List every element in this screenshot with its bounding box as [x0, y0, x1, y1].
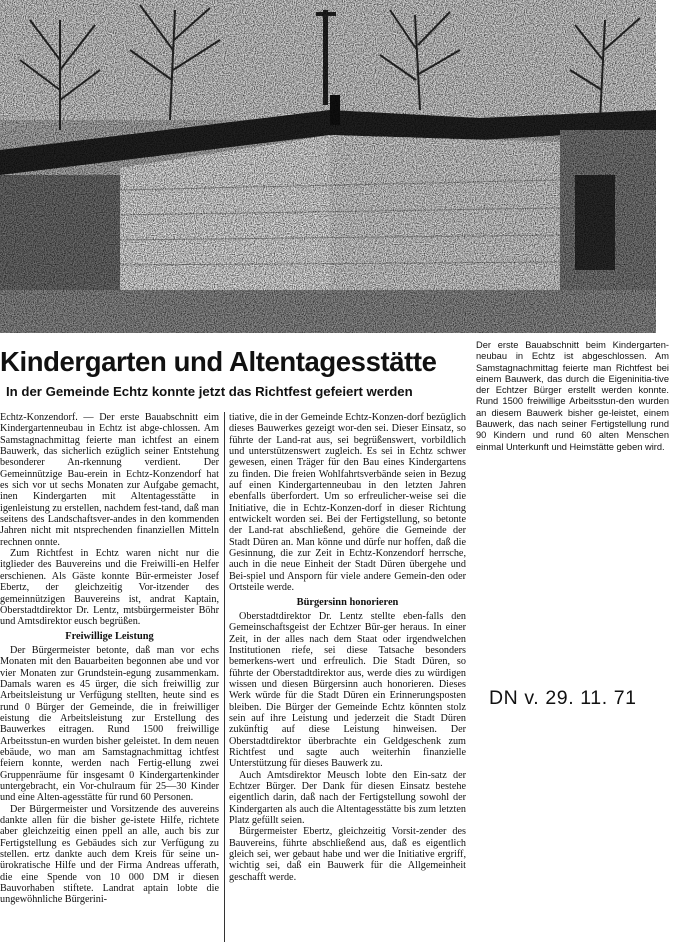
article-photo — [0, 0, 656, 333]
headline: Kindergarten und Altentagesstätte — [0, 346, 437, 377]
article-paragraph: Bürgermeister Ebertz, gleichzeitig Vorsit-zender des Bauvereins, führte abschließend aus, daß es eigentlich gleich sei, wer gebaut habe und wer die Initiative ergriff, wichtig sei, daß ein Bauwerk für die Allgemeinheit geschafft werde. — [229, 826, 466, 883]
column-divider — [224, 412, 225, 942]
source-date-stamp: DN v. 29. 11. 71 — [489, 687, 637, 709]
photo-caption: Der erste Bauabschnitt beim Kindergarten-neubau in Echtz ist abgeschlossen. Am Samstagnachmittag feierte man Richtfest bei einem Bauwerk, das durch die Eigeninitia-tive der Echtzer Bürger erstellt werden konnte. Rund 1500 freiwillige Arbeitsstun-den wurden an diesem Bauwerk bisher ge-leistet, einem Bauwerk, das nach seiner Fertigstellung rund 90 Kindern und rund 60 alten Menschen einmal Unterkunft und Heimstätte geben wird. — [476, 340, 669, 452]
subheadline: In der Gemeinde Echtz konnte jetzt das Richtfest gefeiert werden — [6, 384, 413, 399]
article-paragraph: tiative, die in der Gemeinde Echtz-Konzen-dorf bezüglich dieses Bauwerkes gezeigt wor-den sei. Dieser Einsatz, so führte der Land-rat aus, sei begrüßenswert, vorbildlich und unterstützenswert zugleich. Es sei in Echtz schwer gewesen, einen Träger für den Bau eines Kindergartens zu finden. Die freien Wohlfahrtsverbände seien in Bezug auf einen Kindergartenneubau in den letzten Jahren ebenfalls überfordert. Um so erfreulicher-weise sei die Initiative, die in Echtz-Konzen-dorf in dieser Richtung entwickelt worden sei. Bei der Fertigstellung, so betonte der Land-rat abschließend, gehöre die Gemeinde der Stadt Düren an. Man könne und dürfe nur hoffen, daß die Gesinnung, die zur Zeit in Echtz-Konzendorf herrsche, auch in die neue Einheit der Stadt Düren übergehe und Bei-spiel und Ansporn für viele andere Gemein-den oder Ortsteile werde. — [229, 412, 466, 594]
section-heading: Freiwillige Leistung — [65, 630, 154, 642]
article-column-1 — [0, 412, 219, 949]
article-paragraph: Auch Amtsdirektor Meusch lobte den Ein-satz der Echtzer Bürger. Der Dank für diesen Einsatz bestehe eigentlich darin, daß nach der Fertigstellung sowohl der Kindergarten als auch die Altentagesstätte bis zum letzten Platz gefüllt seien. — [229, 769, 466, 827]
article-column-2 — [229, 412, 466, 949]
article-paragraph: Der Bürgermeister betonte, daß man vor echs Monaten mit den Bauarbeiten begonnen abe und vor vier Monaten zur Grundstein-egung zusammenkam. Damals waren es 45 ürger, die sich freiwillig zur Arbeitsleistung ur Verfügung stellten, heute sind es rund 0 Bürger der Gemeinde, die in freiwilliger eistung die Arbeitsleistung zur Erstellung des Bauwerkes eitragen. Rund 1500 freiwillige Arbeitsstun-en wurden bisher geleistet. In dem neuen ebäude, wo man am Samstagnachmittag ichtfest feiern konnte, werden nach Fertig-ellung zwei Gruppenräume für insgesamt 0 Kindergartenkinder untergebracht, ein Vor-chulraum für 25—30 Kinder und eine Alten-agesstätte für rund 60 Personen. — [0, 644, 219, 804]
section-heading: Bürgersinn honorieren — [296, 596, 399, 608]
article-paragraph: Zum Richtfest in Echtz waren nicht nur die itglieder des Bauvereins und die Freiwilli-en Helfer erschienen. Als Gäste konnte Bür-ermeister Josef Ebertz, der gleichzeitig Vor-itzender des gemeinnützigen Bauvereins ist, andrat Kaptain, Oberstadtdirektor Dr. Lentz, mtsbürgermeister Böhr und Amtsdirektor eusch begrüßen. — [0, 548, 219, 628]
article-paragraph: Echtz-Konzendorf. — Der erste Bauabschnitt eim Kindergartenneubau in Echtz ist abge-chlossen. Am Samstagnachmittag feierte man ichtfest an einem Bauwerk, das sicherlich ezüglich seiner Entstehung besonderer An-rkennung verdient. Der Gemeinnützige Bau-erein in Echtz-Konzendorf hat es sich vor ut sechs Monaten zur Aufgabe gemacht, inen Kindergarten mit Altentagesstätte in igenleistung zu erstellen, nachdem fest-tand, daß man seitens des Landschaftsver-andes in den kommenden Jahren nicht mit ntsprechenden finanziellen Mitteln rechnen onnte. — [0, 412, 219, 548]
article-paragraph: Oberstadtdirektor Dr. Lentz stellte eben-falls den Gemeinschaftsgeist der Echtzer Bür-ger heraus. In einer Zeit, in der alles nach dem Staat oder irgendwelchen Institutionen riefe, sei diese Tatsache besonders bemerkens-wert und erfreulich. Die Stadt Düren, so führte der Oberstadtdirektor aus, werde dies zu würdigen wissen und diesen Bürgersinn auch honorieren. Dieses Werk würde für die Stadt Düren ein Erinnerungsposten bleiben. Die Bürger der Gemeinde Echtz könnten stolz sein auf ihre Leistung und jederzeit die Stadt Düren zukünftig auf diese Leistung hinweisen. Der Oberstadtdirektor überbrachte ein Geldgeschenk zum Richtfest und sagte auch weiterhin finanzielle Unterstützung für dieses Bauwerk zu. — [229, 610, 466, 770]
article-paragraph: Der Bürgermeister und Vorsitzende des auvereins dankte allen für die bisher ge-istete Hilfe, richtete aber gleichzeitig einen ppell an alle, auch bis zur Fertigstellung es Gebäudes sich zur Verfügung zu stellen. ertz dankte auch dem Kreis für seine un-ürokratische Hilfe und der Firma Andreas ufferath, die eine Spende von 10 000 DM ir diesen Bauvorhaben stiftete. Landrat aptain lobte die ungewöhnliche Bürgerini- — [0, 803, 219, 906]
